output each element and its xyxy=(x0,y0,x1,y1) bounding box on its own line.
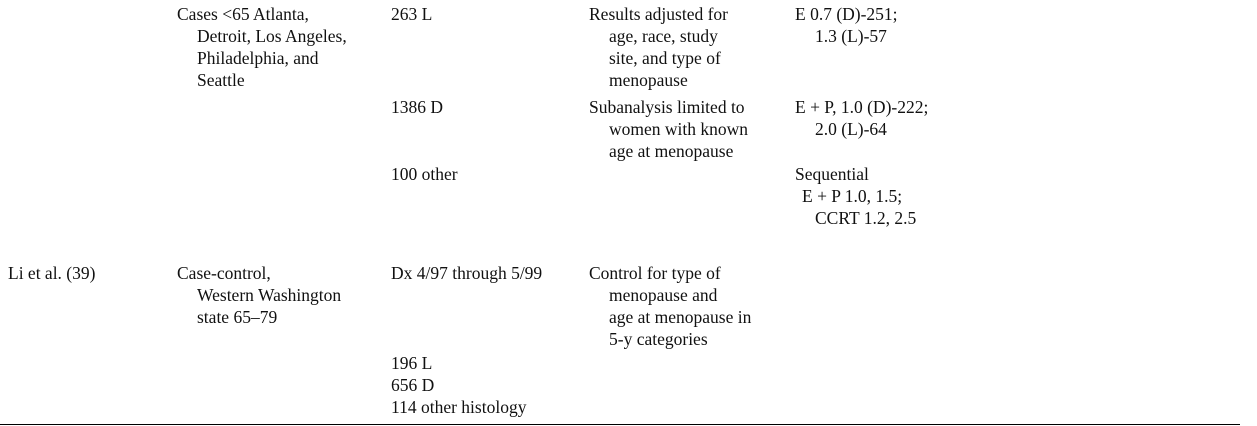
table-bottom-rule xyxy=(0,424,1240,425)
cases-cell xyxy=(391,163,458,185)
adjustment-line: 5-y categories xyxy=(609,329,708,349)
adjustment-line: site, and type of xyxy=(609,48,721,68)
result-line: 1.3 (L)-57 xyxy=(815,26,887,46)
cases-line: 196 L xyxy=(391,353,433,373)
result-line: Sequential xyxy=(795,164,869,184)
design-line: Philadelphia, and xyxy=(197,48,319,68)
cases-cell xyxy=(391,3,432,25)
cases-cell xyxy=(391,262,542,284)
cases-line: 1386 D xyxy=(391,97,444,117)
cases-cell xyxy=(391,96,443,118)
study-design-cell xyxy=(177,262,341,328)
design-line: Case-control, xyxy=(177,263,271,283)
study-name: Li et al. (39) xyxy=(8,263,96,283)
adjustment-line: Subanalysis limited to xyxy=(589,97,745,117)
adjustment-cell xyxy=(589,3,728,91)
cases-line: 656 D xyxy=(391,375,435,395)
result-cell xyxy=(795,96,928,140)
study-cell xyxy=(8,262,95,284)
result-line: E + P, 1.0 (D)-222; xyxy=(795,97,929,117)
cases-line: 263 L xyxy=(391,4,433,24)
design-line: Detroit, Los Angeles, xyxy=(197,26,347,46)
cases-cell xyxy=(391,352,526,418)
cases-line: 114 other histology xyxy=(391,397,527,417)
design-line: Cases <65 Atlanta, xyxy=(177,4,309,24)
result-cell xyxy=(795,3,898,47)
adjustment-line: age at menopause in xyxy=(609,307,752,327)
cases-line: 100 other xyxy=(391,164,458,184)
result-line: CCRT 1.2, 2.5 xyxy=(815,208,917,228)
design-line: state 65–79 xyxy=(197,307,278,327)
design-line: Western Washington xyxy=(197,285,342,305)
result-cell xyxy=(795,163,916,229)
study-design-cell xyxy=(177,3,347,91)
result-line: E + P 1.0, 1.5; xyxy=(802,186,903,206)
adjustment-line: age at menopause xyxy=(609,141,734,161)
adjustment-cell xyxy=(589,96,748,162)
design-line: Seattle xyxy=(197,70,245,90)
result-line: 2.0 (L)-64 xyxy=(815,119,887,139)
adjustment-line: menopause and xyxy=(609,285,718,305)
adjustment-line: age, race, study xyxy=(609,26,718,46)
adjustment-line: menopause xyxy=(609,70,688,90)
adjustment-line: women with known xyxy=(609,119,749,139)
result-line: E 0.7 (D)-251; xyxy=(795,4,898,24)
adjustment-line: Control for type of xyxy=(589,263,721,283)
adjustment-line: Results adjusted for xyxy=(589,4,729,24)
adjustment-cell xyxy=(589,262,751,350)
cases-line: Dx 4/97 through 5/99 xyxy=(391,263,543,283)
